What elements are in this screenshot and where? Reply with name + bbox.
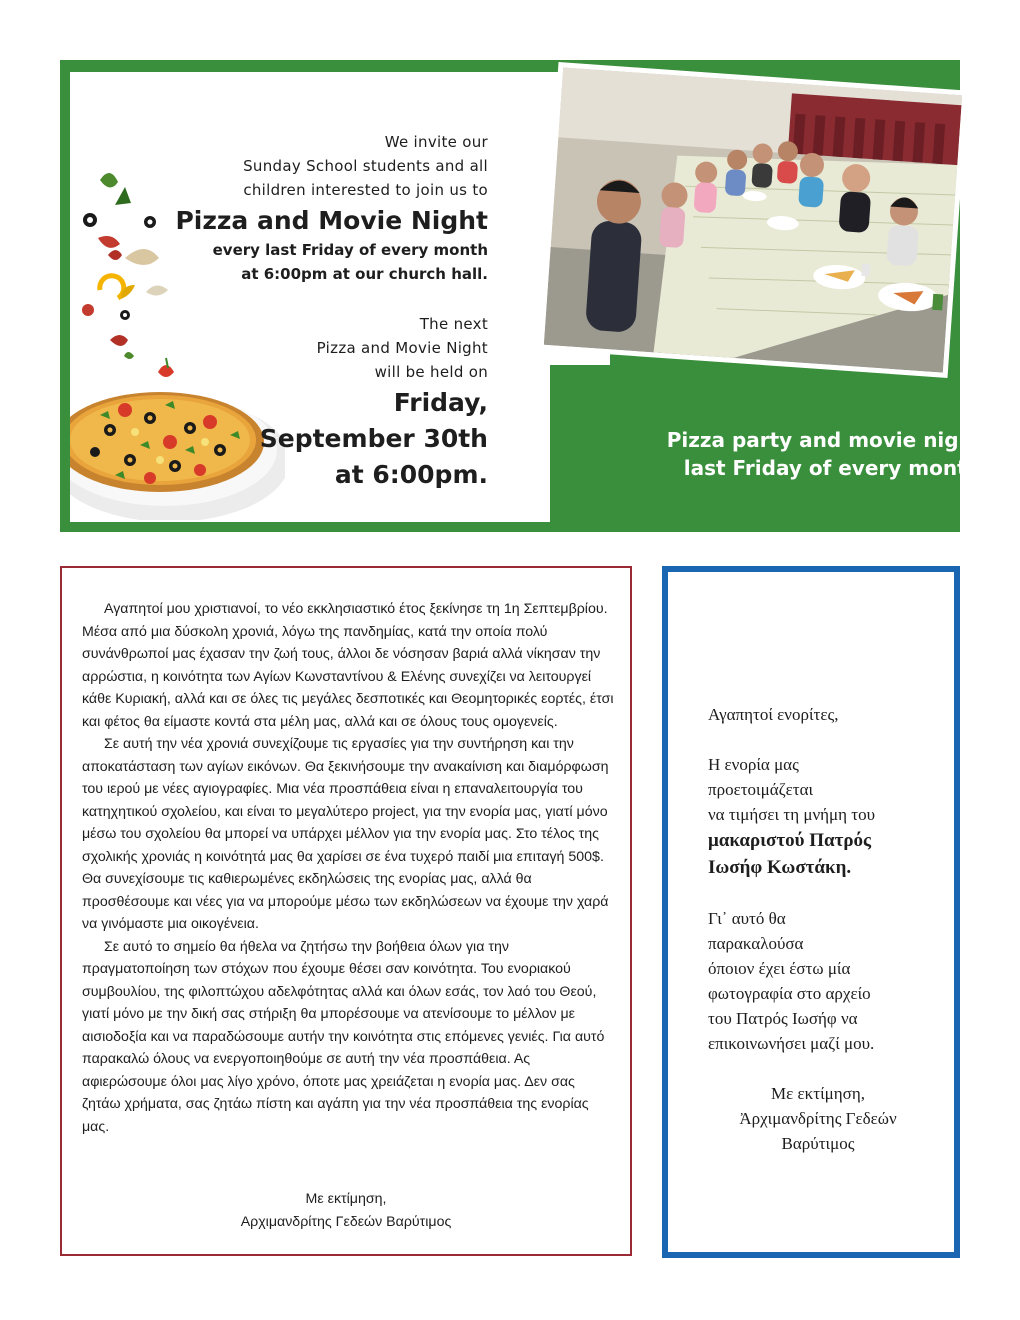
notice-line: φωτογραφία στο αρχείο bbox=[708, 984, 871, 1003]
event-date: at 6:00pm. bbox=[334, 460, 488, 489]
letter-paragraph: Αγαπητοί μου χριστιανοί, το νέο εκκλησιαστικό έτος ξεκίνησε τη 1η Σεπτεμβρίου. Μέσα από μια δύσκολη χρονιά, λόγω της πανδημίας, κατά την οποία πολύ συνάνθρωποί μας έχασαν την ζωή τους, άλλοι δε νόσησαν βαριά αλλά νίκησαν την αρρώστια, η κοινότητα των Αγίων Κωνσταντίνου & Ελένης συνεχίζει να λειτουργεί κάθε Κυριακή, αλλά και σε όλες τις μεγάλες δεσποτικές και Θεομητορικές εορτές, έτσι και φέτος θα είμαστε κοντά στα μέλη μας, αλλά και σε όλους τους ομογενείς. bbox=[82, 601, 614, 730]
notice-line: να τιμήσει τη μνήμη του bbox=[708, 805, 876, 824]
invite-line: children interested to join us to bbox=[243, 181, 488, 199]
event-date: Friday, bbox=[393, 388, 488, 417]
event-title: Pizza and Movie Night bbox=[175, 206, 488, 235]
flyer-caption bbox=[630, 426, 990, 482]
letter-closing: Με εκτίμηση, bbox=[305, 1191, 387, 1207]
letter-paragraph: Σε αυτό το σημείο θα ήθελα να ζητήσω την βοήθεια όλων για την πραγματοποίηση των στόχων που έχουμε θέσει σαν κοινότητα. Του ενοριακού συμβουλίου, της φιλοπτώχου αδελφότητας αλλά και όλων εσάς, τον λαό του Θεού, γιατί μόνο με την δική σας στήριξη θα μπορέσουμε να ατενίσουμε το μέλλον με αισιοδοξία και να παραδώσουμε αυτήν την κοινότητα στις επόμενες γενιές. Για αυτό παρακαλώ όλους να ενεργοποιηθούμε σε αυτή την νέα προσπάθεια. Ας αφιερώσουμε όλοι μας λίγο χρόνο, όποτε μας χρειάζεται η ενορία μας. Δεν σας ζητάω χρήματα, σας ζητάω πίστη και αγάπη για την νέα προσπάθεια της ενορίας μας. bbox=[82, 938, 605, 1135]
children-pizza-photo bbox=[538, 62, 967, 378]
notice-greeting: Αγαπητοί ενορίτες, bbox=[708, 705, 839, 724]
invitation-text bbox=[158, 130, 488, 492]
notice-line: του Πατρός Ιωσήφ να bbox=[708, 1009, 858, 1028]
notice-line: Γι᾽ αυτό θα bbox=[708, 909, 786, 928]
caption-line: last Friday of every month! bbox=[683, 456, 990, 480]
notice-body bbox=[708, 702, 928, 1156]
notice-closing: Με εκτίμηση, bbox=[771, 1084, 865, 1103]
invite-line: Sunday School students and all bbox=[243, 157, 488, 175]
schedule-line: every last Friday of every month bbox=[212, 241, 488, 259]
notice-line: παρακαλούσα bbox=[708, 934, 804, 953]
schedule-line: at 6:00pm at our church hall. bbox=[241, 265, 488, 283]
notice-line: όποιον έχει έστω μία bbox=[708, 959, 851, 978]
photo-request-notice bbox=[662, 566, 960, 1258]
honoree-name: μακαριστού Πατρός bbox=[708, 830, 872, 851]
letter-signature: Αρχιμανδρίτης Γεδεών Βαρύτιμος bbox=[240, 1214, 452, 1230]
next-event-line: The next bbox=[419, 315, 488, 333]
invite-line: We invite our bbox=[384, 133, 488, 151]
letter-body bbox=[82, 598, 614, 1138]
next-event-line: will be held on bbox=[374, 363, 488, 381]
notice-line: Η ενορία μας bbox=[708, 755, 799, 774]
event-date: September 30th bbox=[259, 424, 488, 453]
caption-line: Pizza party and movie night, bbox=[666, 428, 990, 452]
notice-line: επικοινωνήσει μαζί μου. bbox=[708, 1034, 875, 1053]
honoree-name: Ιωσήφ Κωστάκη. bbox=[708, 857, 852, 878]
notice-signature: Ἀρχιμανδρίτης Γεδεών bbox=[739, 1109, 897, 1128]
next-event-line: Pizza and Movie Night bbox=[316, 339, 488, 357]
letter-paragraph: Σε αυτή την νέα χρονιά συνεχίζουμε τις εργασίες για την συντήρηση και την αποκατάσταση των αγίων εικόνων. Θα ξεκινήσουμε την ανακαίνιση και διαμόρφωση του ιερού με νέες αγιογραφίες. Μια νέα προσπάθεια είναι η επαναλειτουργία του κατηχητικού σχολείου, και είναι το μεγαλύτερο project, για την ενορία μας, γιατί μόνο μέσω του σχολείου θα μπορεί να υπάρχει μέλλον για την ενορία μας. Στο τέλος της σχολικής χρονιάς η κοινότητά μας θα χαρίσει σε ένα τυχερό παιδί μια επιταγή 500$. Θα συνεχίσουμε τις καθιερωμένες εκδηλώσεις της ενορίας μας, αλλά θα προσθέσουμε και νέες για να μπορούμε μέσω των εκδηλώσεων να έχουμε την χαρά να γινόμαστε μια οικογένεια. bbox=[82, 736, 609, 932]
notice-signature: Βαρύτιμος bbox=[781, 1134, 855, 1153]
notice-line: προετοιμάζεται bbox=[708, 780, 814, 799]
priest-letter bbox=[60, 566, 632, 1256]
